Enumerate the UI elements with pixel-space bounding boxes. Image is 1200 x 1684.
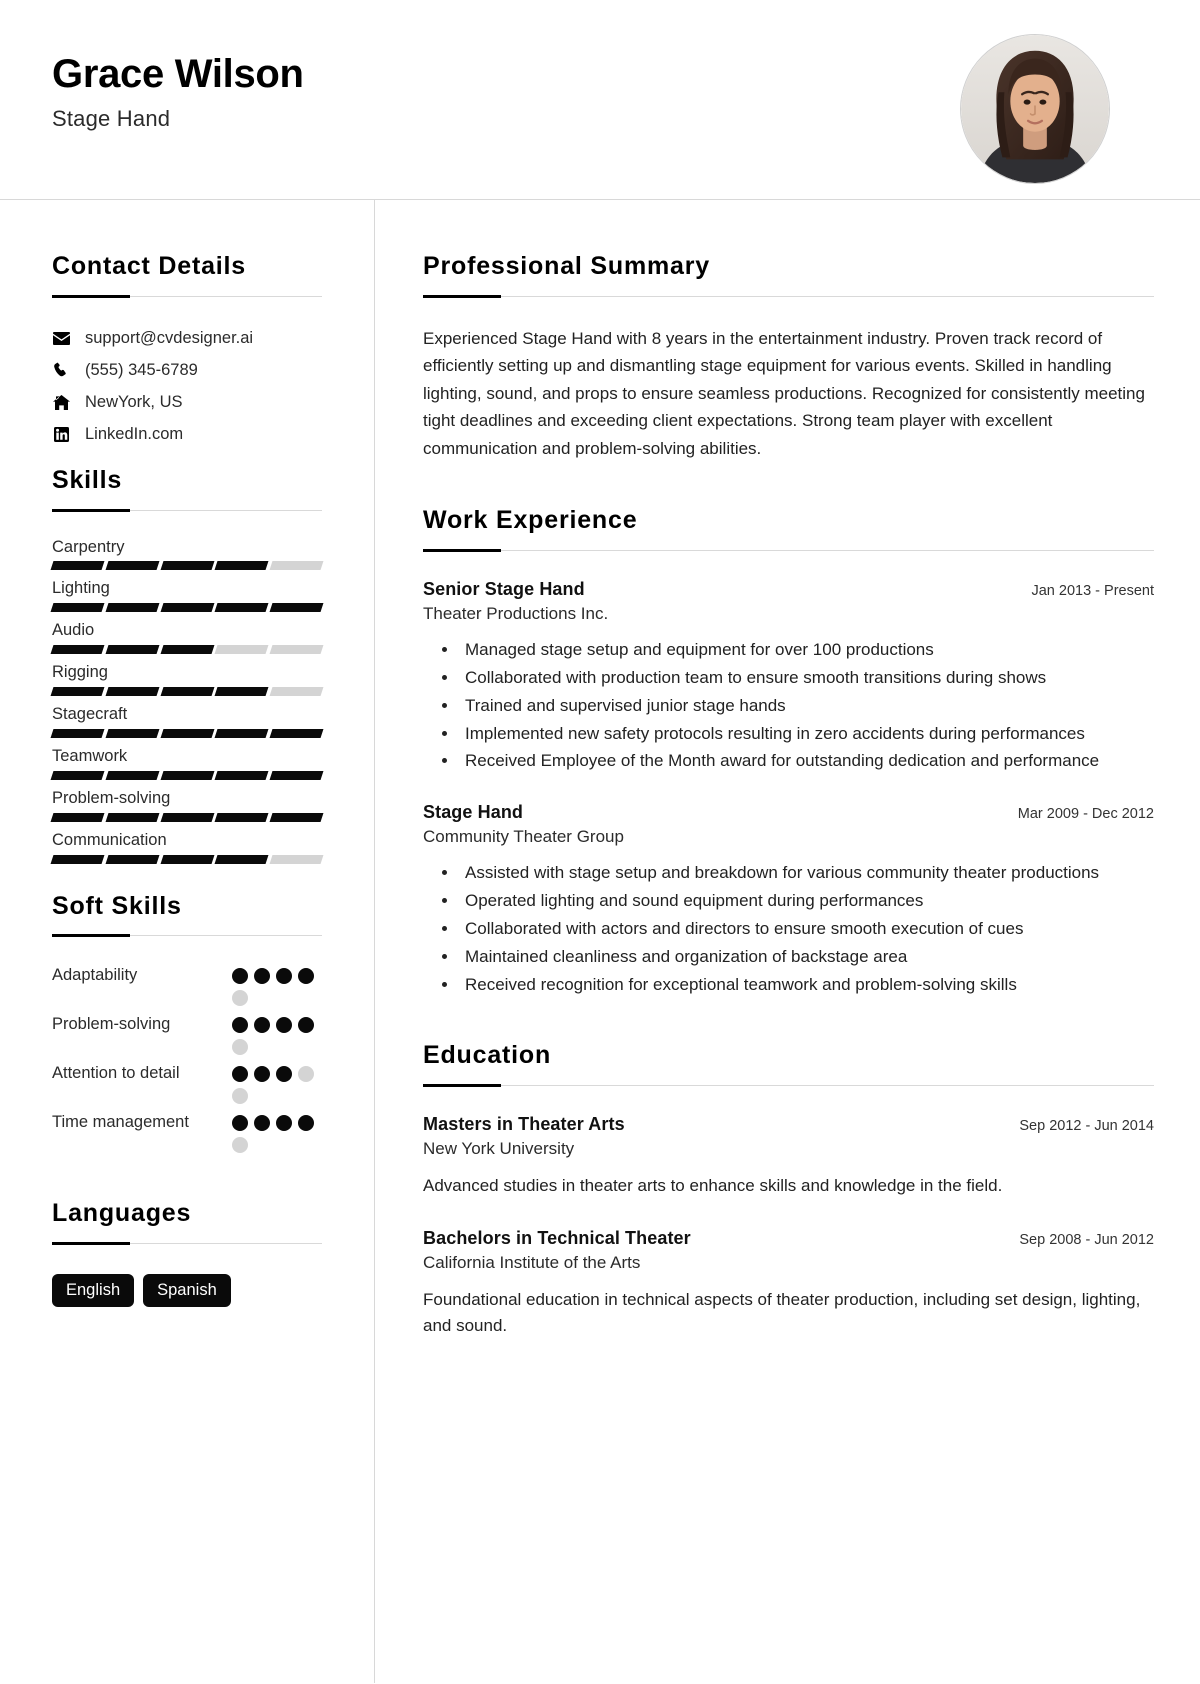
skill-segment: [215, 813, 269, 822]
experience-organization: Theater Productions Inc.: [423, 604, 609, 624]
contact-list: [52, 329, 322, 444]
contact-item-location[interactable]: [52, 393, 322, 412]
soft-skill-dot: [298, 968, 314, 984]
section-professional-summary: [423, 252, 1154, 462]
soft-skill-dot: [232, 1017, 248, 1033]
skill-segment: [270, 729, 324, 738]
experience-list: [423, 579, 1154, 997]
entry-header: [423, 1114, 1154, 1135]
linkedin-icon: [52, 427, 71, 442]
skill-level-bar: [52, 771, 322, 780]
section-heading-summary: Professional Summary: [423, 252, 710, 280]
skill-segment: [51, 687, 105, 696]
language-tag[interactable]: Spanish: [143, 1274, 231, 1307]
skill-segment: [270, 603, 324, 612]
experience-entry: [423, 802, 1154, 997]
soft-skill-rating: [232, 1013, 322, 1055]
education-description: Advanced studies in theater arts to enhance skills and knowledge in the field.: [423, 1176, 1003, 1196]
experience-bullet: • Assisted with stage setup and breakdown for various community theater productions: [459, 860, 1154, 886]
soft-skill-dot: [232, 1066, 248, 1082]
experience-organization: Community Theater Group: [423, 827, 624, 847]
skill-segment: [160, 771, 214, 780]
soft-skill-rating: [232, 1062, 322, 1104]
education-entry: [423, 1114, 1154, 1199]
skill-level-bar: [52, 687, 322, 696]
soft-skill-item: [52, 1062, 322, 1104]
section-contact-details: [52, 252, 322, 444]
skill-segment: [51, 813, 105, 822]
avatar: [960, 34, 1110, 184]
skill-item: [52, 784, 322, 822]
job-title: Stage Hand: [52, 106, 171, 131]
education-description: Foundational education in technical aspects of theater production, including set design, lighting, and sound.: [423, 1289, 1141, 1335]
experience-bullet: • Trained and supervised junior stage hands: [459, 693, 1154, 719]
skill-segment: [160, 645, 214, 654]
skill-label: Carpentry: [52, 537, 125, 556]
soft-skill-rating: [232, 964, 322, 1006]
skill-segment: [160, 855, 214, 864]
contact-value-linkedin: LinkedIn.com: [85, 424, 184, 443]
contact-item-phone[interactable]: [52, 361, 322, 380]
experience-date: Jan 2013 - Present: [1031, 583, 1154, 600]
section-rule: [52, 935, 322, 936]
soft-skill-dot: [254, 1017, 270, 1033]
skill-level-bar: [52, 855, 322, 864]
experience-role: Stage Hand: [423, 802, 524, 823]
skill-level-bar: [52, 813, 322, 822]
section-rule: [423, 296, 1154, 297]
education-school: New York University: [423, 1139, 575, 1159]
skill-segment: [270, 687, 324, 696]
contact-item-linkedin[interactable]: [52, 425, 322, 444]
education-entry: [423, 1228, 1154, 1340]
section-heading-languages: Languages: [52, 1199, 192, 1228]
soft-skill-label: Time management: [52, 1113, 189, 1132]
soft-skill-dot: [232, 1088, 248, 1104]
skill-segment: [105, 729, 159, 738]
soft-skill-dot: [298, 1066, 314, 1082]
skill-level-bar: [52, 561, 322, 570]
soft-skill-item: [52, 1111, 322, 1153]
skill-segment: [51, 603, 105, 612]
soft-skill-dot: [276, 968, 292, 984]
main-content: [375, 200, 1200, 1683]
education-school: California Institute of the Arts: [423, 1252, 641, 1272]
skill-segment: [160, 687, 214, 696]
soft-skill-dot: [298, 1115, 314, 1131]
skill-segment: [51, 645, 105, 654]
education-degree: Bachelors in Technical Theater: [423, 1227, 691, 1248]
skill-segment: [160, 561, 214, 570]
resume-header: [0, 0, 1200, 200]
skill-item: [52, 826, 322, 864]
summary-text: Experienced Stage Hand with 8 years in the entertainment industry. Proven track record of efficiently setting up and dismantling stage equipment for various events. Skilled in handling lighting, sound, and props to ensure seamless productions. Recognized for consistently meeting tight deadlines and exceeding client expectations. Strong team player with excellent communication and problem-solving abilities.: [423, 328, 1145, 458]
experience-role: Senior Stage Hand: [423, 579, 585, 600]
skills-list: [52, 533, 322, 864]
education-list: [423, 1114, 1154, 1339]
soft-skill-item: [52, 1013, 322, 1055]
soft-skill-dot: [232, 1137, 248, 1153]
skill-label: Rigging: [52, 663, 108, 682]
experience-bullet-list: [423, 860, 1154, 997]
skill-label: Teamwork: [52, 746, 128, 765]
skill-item: [52, 574, 322, 612]
entry-header: [423, 1228, 1154, 1249]
skill-segment: [215, 855, 269, 864]
section-heading-experience: Work Experience: [423, 506, 638, 535]
skill-segment: [51, 855, 105, 864]
skill-segment: [215, 771, 269, 780]
soft-skill-dot: [276, 1115, 292, 1131]
section-rule: [423, 550, 1154, 551]
skill-level-bar: [52, 729, 322, 738]
section-skills: [52, 466, 322, 864]
contact-value-location: NewYork, US: [85, 392, 183, 411]
contact-item-email[interactable]: [52, 329, 322, 348]
skill-segment: [160, 729, 214, 738]
section-heading-skills: Skills: [52, 465, 123, 494]
section-heading-education: Education: [423, 1041, 552, 1070]
soft-skill-rating: [232, 1111, 322, 1153]
experience-bullet: • Maintained cleanliness and organization of backstage area: [459, 944, 1154, 970]
skill-segment: [215, 729, 269, 738]
resume-body: [0, 200, 1200, 1683]
experience-bullet: • Managed stage setup and equipment for over 100 productions: [459, 637, 1154, 663]
skill-segment: [105, 687, 159, 696]
entry-header: [423, 579, 1154, 600]
section-languages: [52, 1199, 322, 1307]
phone-icon: [52, 362, 71, 378]
section-soft-skills: [52, 892, 322, 1154]
soft-skill-dot: [232, 968, 248, 984]
soft-skill-dot: [254, 1115, 270, 1131]
section-rule: [52, 1243, 322, 1244]
soft-skill-dot: [232, 1039, 248, 1055]
entry-header: [423, 802, 1154, 823]
contact-value-email: support@cvdesigner.ai: [85, 328, 254, 347]
skill-segment: [105, 771, 159, 780]
section-rule: [52, 510, 322, 511]
skill-segment: [215, 687, 269, 696]
soft-skill-dot: [276, 1017, 292, 1033]
education-date: Sep 2008 - Jun 2012: [1019, 1231, 1154, 1248]
soft-skill-dot: [276, 1066, 292, 1082]
skill-segment: [270, 813, 324, 822]
skill-item: [52, 742, 322, 780]
skill-segment: [105, 603, 159, 612]
soft-skills-list: [52, 964, 322, 1153]
skill-level-bar: [52, 645, 322, 654]
home-icon: [52, 395, 71, 410]
soft-skill-dot: [232, 990, 248, 1006]
soft-skill-dot: [254, 968, 270, 984]
skill-item: [52, 533, 322, 571]
skill-segment: [270, 771, 324, 780]
skill-segment: [105, 855, 159, 864]
skill-item: [52, 700, 322, 738]
skill-segment: [51, 771, 105, 780]
skill-label: Lighting: [52, 579, 110, 598]
education-date: Sep 2012 - Jun 2014: [1019, 1118, 1154, 1135]
language-tag-list: [52, 1274, 322, 1307]
skill-label: Audio: [52, 621, 95, 640]
page-title: Grace Wilson: [52, 52, 304, 96]
skill-level-bar: [52, 603, 322, 612]
section-education: [423, 1041, 1154, 1339]
soft-skill-label: Problem-solving: [52, 1015, 171, 1034]
soft-skill-dot: [298, 1017, 314, 1033]
skill-segment: [105, 645, 159, 654]
experience-bullet: • Implemented new safety protocols resulting in zero accidents during performances: [459, 721, 1154, 747]
skill-label: Problem-solving: [52, 788, 171, 807]
section-rule: [52, 296, 322, 297]
skill-segment: [215, 645, 269, 654]
soft-skill-dot: [254, 1066, 270, 1082]
section-work-experience: [423, 506, 1154, 997]
sidebar: [0, 200, 375, 1683]
skill-segment: [51, 729, 105, 738]
skill-segment: [160, 813, 214, 822]
education-degree: Masters in Theater Arts: [423, 1114, 625, 1135]
language-tag[interactable]: English: [52, 1274, 134, 1307]
section-rule: [423, 1085, 1154, 1086]
experience-date: Mar 2009 - Dec 2012: [1017, 806, 1154, 823]
skill-item: [52, 658, 322, 696]
skill-segment: [270, 855, 324, 864]
section-heading-soft-skills: Soft Skills: [52, 891, 182, 920]
skill-segment: [105, 813, 159, 822]
experience-bullet: • Collaborated with actors and directors to ensure smooth execution of cues: [459, 916, 1154, 942]
skill-item: [52, 616, 322, 654]
envelope-icon: [52, 332, 71, 345]
experience-bullet: • Received recognition for exceptional teamwork and problem-solving skills: [459, 972, 1154, 998]
soft-skill-item: [52, 964, 322, 1006]
experience-bullet-list: [423, 637, 1154, 774]
skill-segment: [51, 561, 105, 570]
skill-segment: [105, 561, 159, 570]
header-text-group: [52, 42, 304, 132]
skill-label: Stagecraft: [52, 705, 128, 723]
experience-bullet: • Operated lighting and sound equipment during performances: [459, 888, 1154, 914]
experience-bullet: • Collaborated with production team to ensure smooth transitions during shows: [459, 665, 1154, 691]
contact-value-phone: (555) 345-6789: [85, 360, 198, 379]
skill-segment: [270, 645, 324, 654]
skill-segment: [215, 603, 269, 612]
experience-entry: [423, 579, 1154, 774]
skill-segment: [270, 561, 324, 570]
skill-segment: [215, 561, 269, 570]
soft-skill-label: Attention to detail: [52, 1064, 180, 1083]
skill-segment: [160, 603, 214, 612]
soft-skill-label: Adaptability: [52, 966, 138, 985]
skill-label: Communication: [52, 830, 167, 849]
experience-bullet: • Received Employee of the Month award for outstanding dedication and performance: [459, 748, 1154, 774]
soft-skill-dot: [232, 1115, 248, 1131]
section-heading-contact: Contact Details: [52, 252, 246, 280]
